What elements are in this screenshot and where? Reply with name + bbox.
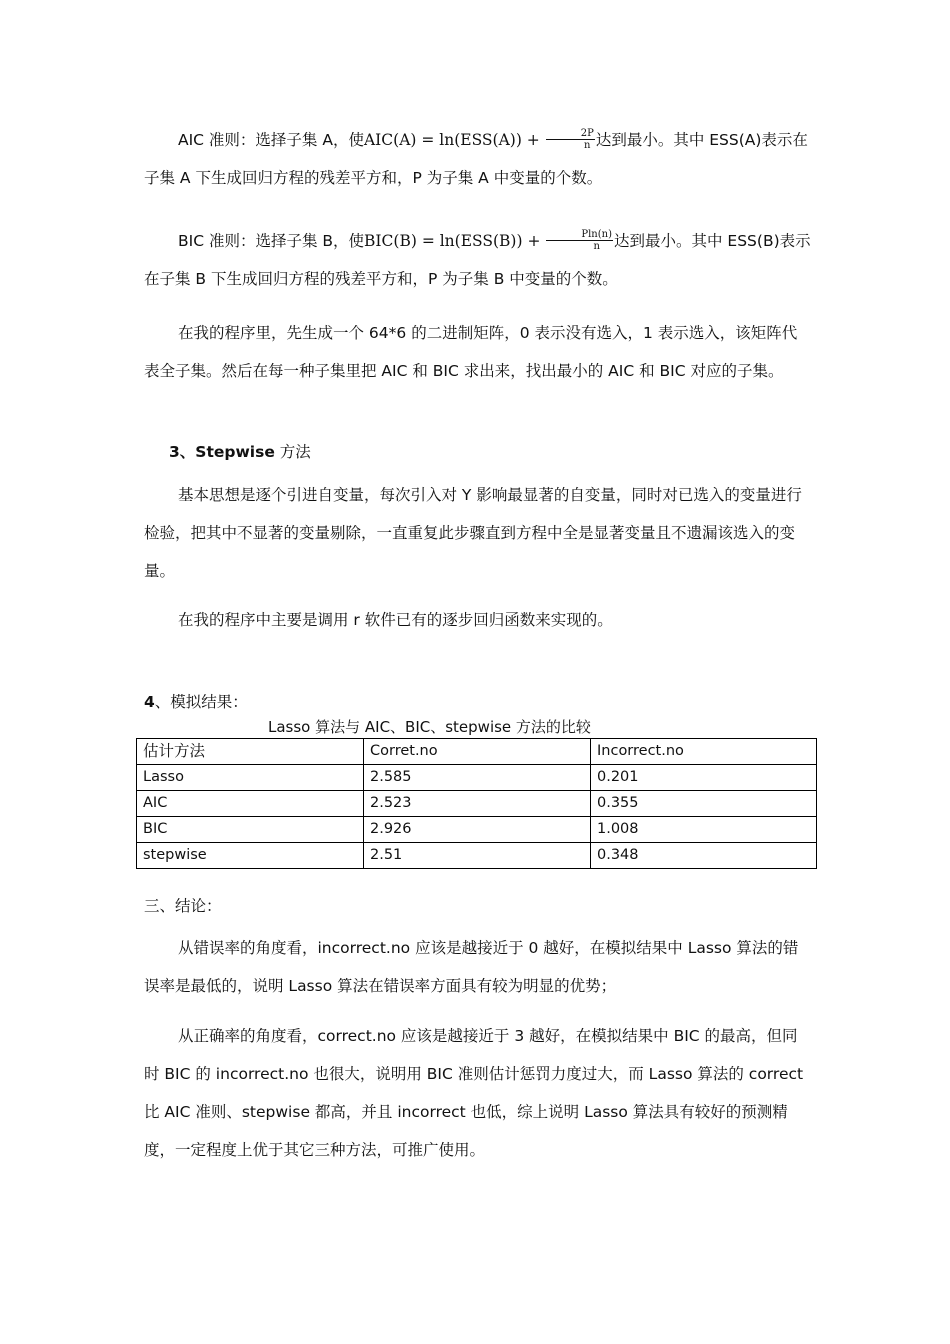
table-cell: 2.523 <box>364 791 591 817</box>
table-cell: 0.201 <box>591 765 817 791</box>
program-paragraph: 在我的程序里，先生成一个 64*6 的二进制矩阵，0 表示没有选入，1 表示选入，该矩阵代表全子集。然后在每一种子集里把 AIC 和 BIC 求出来，找出最小的 AIC 和 BIC 对应的子集。 <box>144 324 798 380</box>
aic-formula: AIC(A) = ln(ESS(A)) + $\frac{2P}{n}$ <box>363 127 594 151</box>
table-row <box>137 765 817 791</box>
section-4-heading: 4、模拟结果： <box>144 693 248 711</box>
bic-formula: BIC(B) = ln(ESS(B)) + $\frac{Pln(n)}{n}$ <box>364 228 612 252</box>
table-cell: BIC <box>137 817 364 843</box>
table-cell: AIC <box>137 791 364 817</box>
bic-fraction: $\frac{Pln(n)}{n}$ <box>546 229 613 252</box>
table-header-row <box>137 739 817 765</box>
table-cell: 0.355 <box>591 791 817 817</box>
aic-fraction: $\frac{2P}{n}$ <box>546 128 595 151</box>
aic-lead: AIC 准则：选择子集 A，使 <box>178 131 364 149</box>
table-header-cell: Corret.no <box>364 739 591 765</box>
table-cell: 0.348 <box>591 843 817 869</box>
aic-paragraph <box>144 121 812 197</box>
bic-paragraph <box>144 222 812 298</box>
table-cell: stepwise <box>137 843 364 869</box>
table-caption: Lasso 算法与 AIC、BIC、stepwise 方法的比较 <box>268 718 591 736</box>
stepwise-program-paragraph: 在我的程序中主要是调用 r 软件已有的逐步回归函数来实现的。 <box>178 611 613 629</box>
bic-lead: BIC 准则：选择子集 B，使 <box>178 232 365 250</box>
table-header-cell: 估计方法 <box>137 739 364 765</box>
bic-tail: 达到最小。其中 ESS(B)表示在子集 B 下生成回归方程的残差平方和，P 为子集 B 中变量的个数。 <box>144 232 811 288</box>
table-cell: 1.008 <box>591 817 817 843</box>
table-cell: 2.51 <box>364 843 591 869</box>
table-row <box>137 843 817 869</box>
table-cell: 2.926 <box>364 817 591 843</box>
conclusion-paragraph-2: 从正确率的角度看，correct.no 应该是越接近于 3 越好，在模拟结果中 BIC 的最高，但同时 BIC 的 incorrect.no 也很大，说明用 BIC 准则估计惩罚力度过大，而 Lasso 算法的 correct 比 AIC 准则、stepwise 都高，并且 incorrect 也低，综上说明 Lasso 算法具有较好的预测精度，一定程度上优于其它三种方法，可推广使用。 <box>144 1027 804 1159</box>
conclusion-paragraph-1: 从错误率的角度看，incorrect.no 应该是越接近于 0 越好，在模拟结果中 Lasso 算法的错误率是最低的，说明 Lasso 算法在错误率方面具有较为明显的优势； <box>144 939 799 995</box>
table-cell: Lasso <box>137 765 364 791</box>
aic-tail: 达到最小。其中 ESS(A)表示在子集 A 下生成回归方程的残差平方和，P 为子集 A 中变量的个数。 <box>144 131 808 187</box>
table-row <box>137 791 817 817</box>
table-header-cell: Incorrect.no <box>591 739 817 765</box>
table-row <box>137 817 817 843</box>
table-cell: 2.585 <box>364 765 591 791</box>
stepwise-paragraph: 基本思想是逐个引进自变量，每次引入对 Y 影响最显著的自变量，同时对已选入的变量进行检验，把其中不显著的变量剔除，一直重复此步骤直到方程中全是显著变量且不遗漏该选入的变量。 <box>144 486 802 580</box>
section-3-heading: 3、Stepwise 方法 <box>169 443 311 461</box>
comparison-table <box>136 738 817 869</box>
conclusion-heading: 三、结论： <box>144 897 222 915</box>
